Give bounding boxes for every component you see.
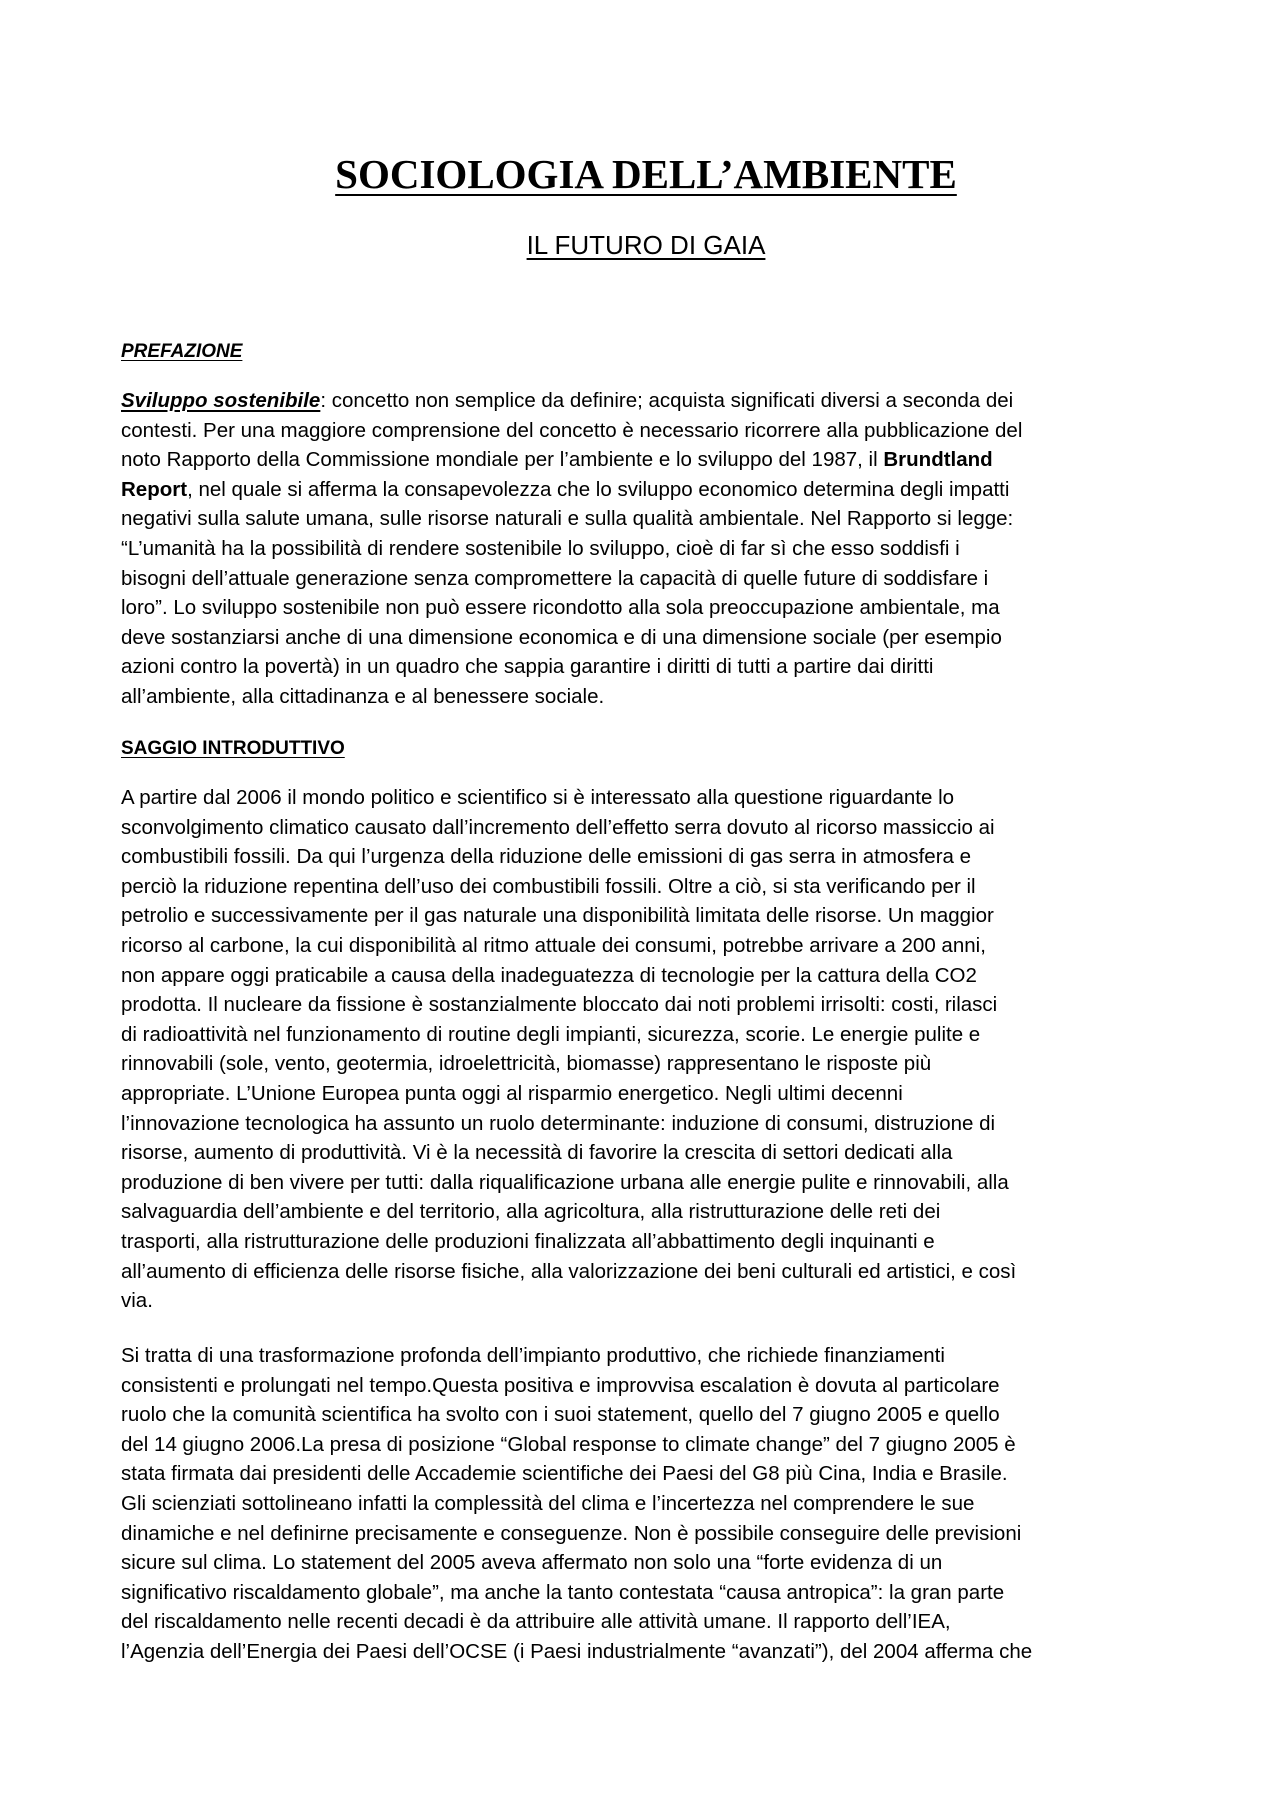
text-line: perciò la riduzione repentina dell’uso dei combustibili fossili. Oltre a ciò, si sta verificando per il — [121, 874, 976, 898]
text-line: del 14 giugno 2006.La presa di posizione “Global response to climate change” del 7 giugno 2005 è — [121, 1432, 1016, 1456]
text-line — [121, 475, 1171, 505]
text-line: di radioattività nel funzionamento di routine degli impianti, sicurezza, scorie. Le energie pulite e — [121, 1022, 981, 1046]
text-line: “L’umanità ha la possibilità di rendere sostenibile lo sviluppo, cioè di far sì che esso soddisfi i — [121, 536, 960, 560]
saggio-paragraph-1 — [121, 783, 1171, 1316]
text-line: sconvolgimento climatico causato dall’incremento dell’effetto serra dovuto al ricorso massiccio ai — [121, 815, 995, 839]
saggio-paragraph-2 — [121, 1341, 1171, 1667]
text-line: contesti. Per una maggiore comprensione del concetto è necessario ricorrere alla pubblicazione del — [121, 418, 1023, 442]
text-line: appropriate. L’Unione Europea punta oggi al risparmio energetico. Negli ultimi decenni — [121, 1081, 903, 1105]
text-line: prodotta. Il nucleare da fissione è sostanzialmente bloccato dai noti problemi irrisolti: costi, rilasci — [121, 993, 998, 1017]
text-span: noto Rapporto della Commissione mondiale per l’ambiente e lo sviluppo del 1987, il — [121, 448, 878, 472]
document-title: SOCIOLOGIA DELL’AMBIENTE — [335, 151, 957, 197]
text-line: combustibili fossili. Da qui l’urgenza della riduzione delle emissioni di gas serra in atmosfera e — [121, 845, 972, 869]
saggio-heading: SAGGIO INTRODUTTIVO — [121, 738, 345, 759]
document-subtitle: IL FUTURO DI GAIA — [526, 230, 766, 260]
text-line: loro”. Lo sviluppo sostenibile non può essere ricondotto alla sola preoccupazione ambientale, ma — [121, 596, 1000, 620]
prefazione-heading: PREFAZIONE — [121, 341, 243, 362]
text-line: risorse, aumento di produttività. Vi è la necessità di favorire la crescita di settori dedicati alla — [121, 1141, 953, 1165]
text-line: Gli scienziati sottolineano infatti la complessità del clima e l’incertezza nel comprendere le sue — [121, 1491, 975, 1515]
term-definition: : concetto non semplice da definire; acquista significati diversi a seconda dei — [320, 389, 1014, 412]
text-line: dinamiche e nel definirne precisamente e conseguenze. Non è possibile conseguire delle previsioni — [121, 1521, 1022, 1545]
text-line: l’innovazione tecnologica ha assunto un ruolo determinante: induzione di consumi, distruzione di — [121, 1111, 996, 1135]
text-line: Si tratta di una trasformazione profonda dell’impianto produttivo, che richiede finanziamenti — [121, 1344, 945, 1367]
bold-term: Brundtland — [883, 448, 993, 472]
text-line: stata firmata dai presidenti delle Accademie scientifiche dei Paesi del G8 più Cina, India e Brasile. — [121, 1462, 1008, 1486]
text-line — [121, 386, 1171, 416]
text-line: significativo riscaldamento globale”, ma anche la tanto contestata “causa antropica”: la gran parte — [121, 1580, 1005, 1604]
text-line: all’ambiente, alla cittadinanza e al benessere sociale. — [121, 684, 605, 708]
text-line: ruolo che la comunità scientifica ha svolto con i suoi statement, quello del 7 giugno 2005 e quello — [121, 1403, 1000, 1427]
text-line: l’Agenzia dell’Energia dei Paesi dell’OCSE (i Paesi industrialmente “avanzati”), del 2004 afferma che — [121, 1639, 1033, 1663]
prefazione-paragraph — [121, 386, 1171, 712]
text-line: via. — [121, 1289, 153, 1313]
text-line: A partire dal 2006 il mondo politico e scientifico si è interessato alla questione riguardante lo — [121, 786, 955, 809]
text-line: consistenti e prolungati nel tempo.Questa positiva e improvvisa escalation è dovuta al particolare — [121, 1373, 1000, 1397]
text-line: salvaguardia dell’ambiente e del territorio, alla agricoltura, alla ristrutturazione delle reti dei — [121, 1200, 941, 1224]
text-line: bisogni dell’attuale generazione senza compromettere la capacità di quelle future di soddisfare i — [121, 566, 989, 590]
text-line: produzione di ben vivere per tutti: dalla riqualificazione urbana alle energie pulite e rinnovabili, alla — [121, 1170, 1009, 1194]
key-term: Sviluppo sostenibile — [121, 389, 321, 412]
text-line: del riscaldamento nelle recenti decadi è da attribuire alle attività umane. Il rapporto dell’IEA, — [121, 1610, 951, 1634]
text-span: , nel quale si afferma la consapevolezza che lo sviluppo economico determina degli impatti — [187, 477, 1010, 501]
text-line: azioni contro la povertà) in un quadro che sappia garantire i diritti di tutti a partire dai diritti — [121, 655, 934, 679]
text-line — [121, 445, 1171, 475]
text-line: sicure sul clima. Lo statement del 2005 aveva affermato non solo una “forte evidenza di un — [121, 1551, 943, 1575]
text-line: all’aumento di efficienza delle risorse fisiche, alla valorizzazione dei beni culturali ed artistici, e così — [121, 1259, 1017, 1283]
text-line: non appare oggi praticabile a causa della inadeguatezza di tecnologie per la cattura della CO2 — [121, 963, 977, 987]
text-line: deve sostanziarsi anche di una dimensione economica e di una dimensione sociale (per esempio — [121, 625, 1002, 649]
text-line: negativi sulla salute umana, sulle risorse naturali e sulla qualità ambientale. Nel Rapporto si legge: — [121, 507, 1014, 531]
bold-term: Report — [121, 477, 188, 501]
text-line: ricorso al carbone, la cui disponibilità al ritmo attuale dei consumi, potrebbe arrivare a 200 anni, — [121, 933, 986, 957]
text-line: trasporti, alla ristrutturazione delle produzioni finalizzata all’abbattimento degli inquinanti e — [121, 1229, 935, 1253]
text-line: petrolio e successivamente per il gas naturale una disponibilità limitata delle risorse. Un maggior — [121, 904, 994, 928]
text-line: rinnovabili (sole, vento, geotermia, idroelettricità, biomasse) rappresentano le risposte più — [121, 1052, 932, 1076]
